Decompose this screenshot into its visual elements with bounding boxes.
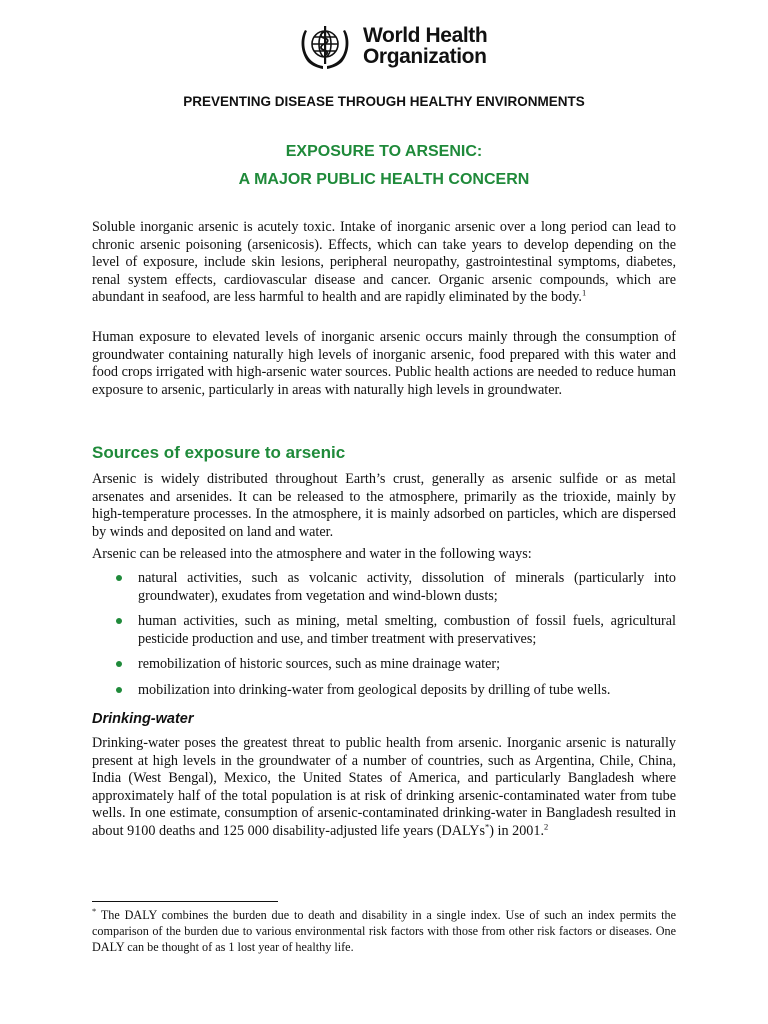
bullet-icon xyxy=(116,575,122,581)
reference-marker: 1 xyxy=(581,287,587,298)
bullet-icon xyxy=(116,661,122,667)
subheading-drinking-water: Drinking-water xyxy=(92,711,194,727)
bullet-icon xyxy=(116,687,122,693)
who-header xyxy=(296,22,496,72)
intro-paragraph-1 xyxy=(92,219,676,307)
exposure-ways-list xyxy=(92,570,676,708)
list-item-text: natural activities, such as volcanic activity, dissolution of minerals (particularly into groundwater), exudates from vegetation and wind-blown dusts; xyxy=(138,570,676,604)
footnote-marker: * xyxy=(485,821,490,832)
list-item xyxy=(92,570,676,605)
section-heading-sources: Sources of exposure to arsenic xyxy=(92,443,346,462)
drinking-water-text-b: ) in 2001. xyxy=(489,822,545,839)
footnote-divider xyxy=(92,901,278,902)
org-name-line2: Organization xyxy=(363,45,487,68)
who-emblem-icon xyxy=(296,22,354,72)
list-item xyxy=(92,613,676,648)
sources-paragraph-1 xyxy=(92,471,676,541)
sources-p2-text: Arsenic can be released into the atmosphere and water in the following ways: xyxy=(92,546,532,562)
list-item-text: remobilization of historic sources, such as mine drainage water; xyxy=(138,656,501,673)
sources-p1-text: Arsenic is widely distributed throughout Earth’s crust, generally as arsenic sulfide or as metal arsenates and arsenides. It can be released to the atmosphere, primarily as the trioxide, mainly by high-temperature processes. In the atmosphere, it is mainly adsorbed on particles, which are dispersed by winds and deposited on land and water. xyxy=(92,471,676,540)
list-item-text: human activities, such as mining, metal smelting, combustion of fossil fuels, agricultural pesticide production and use, and timber treatment with preservatives; xyxy=(138,613,676,647)
series-title: PREVENTING DISEASE THROUGH HEALTHY ENVIRONMENTS xyxy=(183,94,585,109)
main-title-line1: EXPOSURE TO ARSENIC: xyxy=(285,143,483,160)
list-item-text: mobilization into drinking-water from geological deposits by drilling of tube wells. xyxy=(138,681,611,698)
intro-paragraph-2 xyxy=(92,329,676,399)
sources-paragraph-2 xyxy=(92,546,676,564)
organization-name xyxy=(363,25,487,67)
list-item xyxy=(92,656,676,674)
main-title-line2: A MAJOR PUBLIC HEALTH CONCERN xyxy=(238,171,530,188)
footnote-marker: * xyxy=(92,905,97,916)
intro-p2-text: Human exposure to elevated levels of inorganic arsenic occurs mainly through the consumption of groundwater containing naturally high levels of inorganic arsenic, food prepared with this water and food crops irrigated with high-arsenic water sources. Public health actions are needed to reduce human exposure to arsenic, particularly in areas with naturally high levels in groundwater. xyxy=(92,329,676,398)
drinking-water-paragraph xyxy=(92,735,676,841)
list-item xyxy=(92,682,676,700)
bullet-icon xyxy=(116,618,122,624)
footnote xyxy=(92,907,676,955)
org-name-line1: World Health xyxy=(363,24,488,47)
drinking-water-text-a: Drinking-water poses the greatest threat to public health from arsenic. Inorganic arsenic is naturally present at high levels in the groundwater of a number of countries, such as Argentina, Chile, China, India (West Bengal), Mexico, the United States of America, and particularly Bangladesh where approximately half of the total population is at risk of drinking arsenic-contaminated water from tube wells. In one estimate, consumption of arsenic-contaminated drinking-water in Bangladesh resulted in about 9100 deaths and 125 000 disability-adjusted life years (DALYs xyxy=(92,735,676,839)
reference-marker: 2 xyxy=(544,821,549,832)
intro-p1-text: Soluble inorganic arsenic is acutely toxic. Intake of inorganic arsenic over a long period can lead to chronic arsenic poisoning (arsenicosis). Effects, which can take years to develop depending on the level of exposure, include skin lesions, peripheral neuropathy, gastrointestinal symptoms, diabetes, renal system effects, cardiovascular disease and cancer. Organic arsenic compounds, which are abundant in seafood, are less harmful to health and are rapidly eliminated by the body. xyxy=(92,219,676,306)
footnote-text: The DALY combines the burden due to death and disability in a single index. Use of such an index permits the comparison of the burden due to various environmental risk factors with those from other risk factors or diseases. One DALY can be thought of as 1 lost year of healthy life. xyxy=(92,908,676,954)
